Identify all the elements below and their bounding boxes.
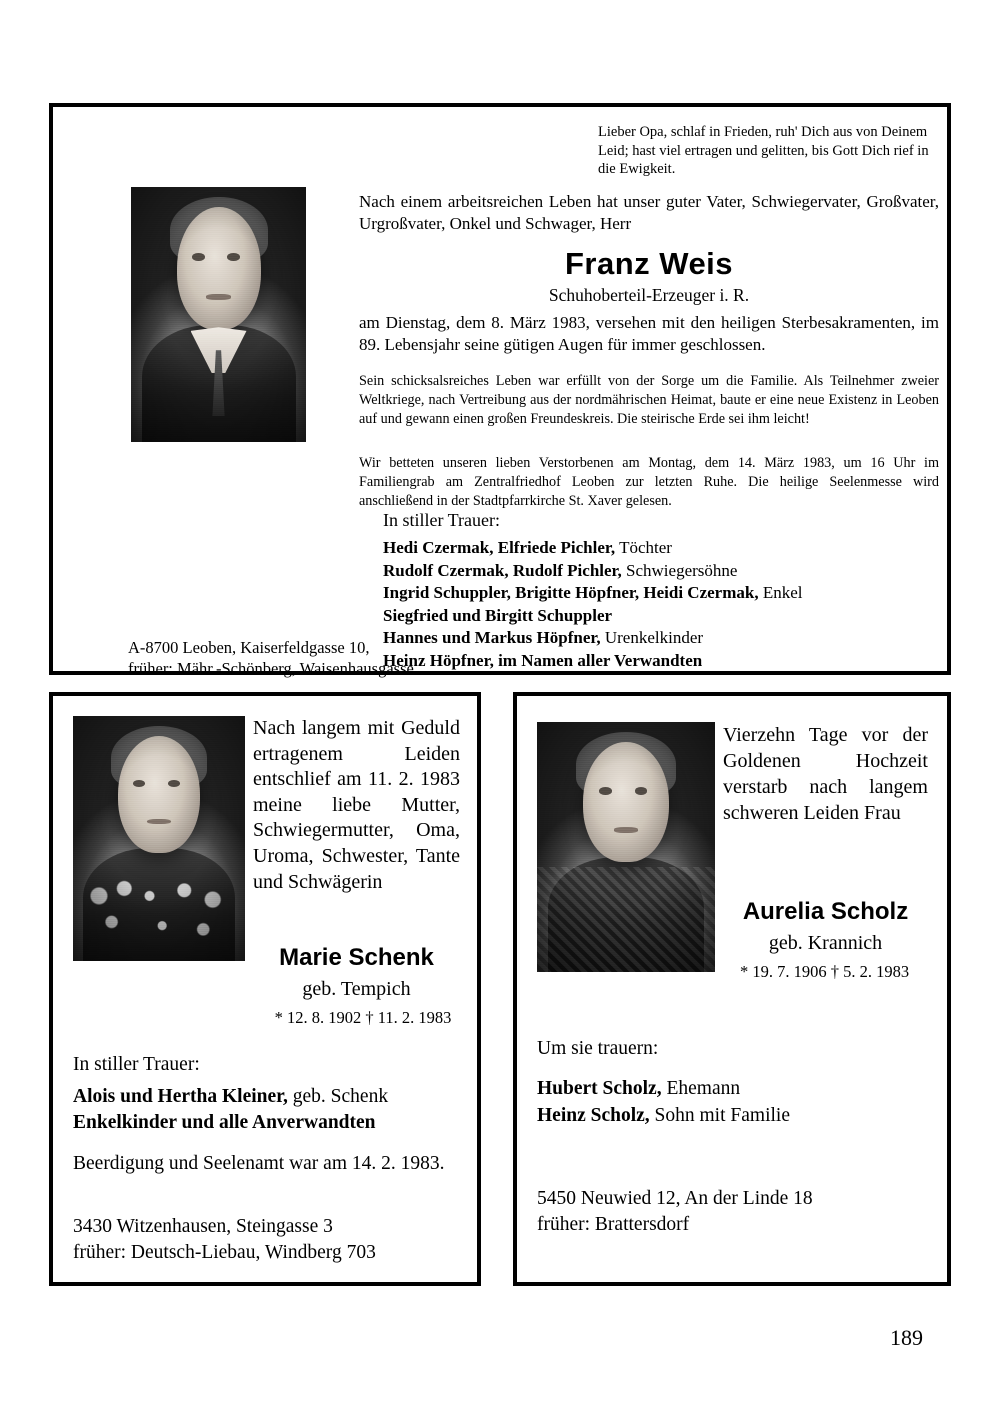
mourner-names: Heinz Scholz, xyxy=(537,1104,650,1126)
memorial-verse: Lieber Opa, schlaf in Frieden, ruh' Dich aus von Deinem Leid; hast viel ertragen und gelitten, bis Gott Dich rief in die Ewigkeit. xyxy=(598,124,929,178)
mourner-line xyxy=(383,537,943,560)
portrait-grain xyxy=(537,722,715,972)
biography-text: Sein schicksalsreiches Leben war erfüllt von der Sorge um die Familie. Als Teilnehmer zweier Weltkriege, nach Vertreibung aus der nordmährischen Heimat, baute er eine neue Existenz in Leoben auf und gewann einen großen Freundeskreis. Die steirische Erde sei ihm leicht! xyxy=(359,373,939,427)
death-statement: am Dienstag, dem 8. März 1983, versehen mit den heiligen Sterbesakramenten, im 89. Lebensjahr seine gütigen Augen für immer geschlossen. xyxy=(359,313,939,355)
mourners-heading: Um sie trauern: xyxy=(537,1038,659,1059)
notice-inner xyxy=(53,107,947,679)
mourner-line xyxy=(73,1110,465,1136)
portrait-grain xyxy=(131,187,306,442)
mourner-line xyxy=(537,1103,933,1130)
address-block xyxy=(128,637,628,680)
notice-lead-text: Nach langem mit Geduld ertragenem Leiden entschlief am 11. 2. 1983 meine liebe Mutter, Schwiegermutter, Oma, Uroma, Schwester, Tante und Schwägerin xyxy=(253,717,460,893)
address-line-2: früher: Mähr.-Schönberg, Waisenhausgasse xyxy=(128,659,414,679)
mourner-line xyxy=(383,582,943,605)
address-block xyxy=(73,1214,473,1266)
deceased-dates: * 12. 8. 1902 † 11. 2. 1983 xyxy=(274,1008,452,1027)
mourner-names: Hannes und Markus Höpfner, xyxy=(383,628,601,648)
page-number: 189 xyxy=(890,1325,923,1350)
deceased-profession: Schuhoberteil-Erzeuger i. R. xyxy=(548,285,750,305)
mourners-heading: In stiller Trauer: xyxy=(383,510,500,530)
funeral-details: Wir betteten unseren lieben Verstorbenen am Montag, dem 14. März 1983, um 16 Uhr im Familiengrab am Zentralfriedhof Leoben zur letzten Ruhe. Die heilige Seelenmesse wird anschließend in der Stadtpfarrkirche St. Xaver gelesen. xyxy=(359,455,939,509)
deceased-name: Marie Schenk xyxy=(279,944,434,971)
mourner-line xyxy=(383,605,943,628)
address-line-1: A-8700 Leoben, Kaiserfeldgasse 10, xyxy=(128,638,370,657)
mourner-line xyxy=(73,1084,465,1110)
notice-lead-text: Nach einem arbeitsreichen Leben hat unser guter Vater, Schwiegervater, Großvater, Urgroßvater, Onkel und Schwager, Herr xyxy=(359,192,939,234)
mourners-list xyxy=(73,1084,465,1136)
mourner-names: Ingrid Schuppler, Brigitte Höpfner, Heidi Czermak, xyxy=(383,583,759,603)
mourner-relation: Schwiegersöhne xyxy=(621,560,738,580)
mourner-relation: Urenkelkinder xyxy=(600,628,704,648)
address-line-1: 5450 Neuwied 12, An der Linde 18 xyxy=(537,1188,813,1209)
deceased-name: Aurelia Scholz xyxy=(742,898,909,925)
mourner-names: Hubert Scholz, xyxy=(537,1078,662,1099)
address-line-1: 3430 Witzenhausen, Steingasse 3 xyxy=(73,1216,333,1237)
portrait-franz-weis xyxy=(131,187,306,442)
notice-lead-text: Vierzehn Tage vor der Goldenen Hochzeit verstarb nach langem schweren Leiden Frau xyxy=(723,724,928,824)
address-block xyxy=(537,1186,937,1238)
portrait-aurelia-scholz xyxy=(537,722,715,972)
mourner-names: Hedi Czermak, Elfriede Pichler, xyxy=(383,538,616,557)
mourner-relation: Ehemann xyxy=(661,1078,741,1099)
mourner-relation: Sohn mit Familie xyxy=(649,1104,790,1126)
mourner-relation: Töchter xyxy=(615,538,672,557)
portrait-grain xyxy=(73,716,245,961)
portrait-marie-schenk xyxy=(73,716,245,961)
address-line-2: früher: Deutsch-Liebau, Windberg 703 xyxy=(73,1241,376,1263)
mourner-names: Heinz Höpfner, im Namen aller Verwandten xyxy=(383,651,703,671)
address-line-2: früher: Brattersdorf xyxy=(537,1213,690,1235)
obituary-notice-marie-schenk xyxy=(49,692,481,1286)
mourner-relation: Enkel xyxy=(758,583,803,603)
deceased-name: Franz Weis xyxy=(564,246,734,281)
mourner-line xyxy=(383,560,943,583)
mourner-names: Enkelkinder und alle Anverwandten xyxy=(73,1111,376,1133)
funeral-details: Beerdigung und Seelenamt war am 14. 2. 1983. xyxy=(73,1153,445,1174)
mourner-names: Siegfried und Birgitt Schuppler xyxy=(383,605,613,625)
mourner-names: Alois und Hertha Kleiner, xyxy=(73,1086,288,1107)
mourner-line xyxy=(537,1076,933,1103)
obituary-notice-aurelia-scholz xyxy=(513,692,951,1286)
deceased-maiden-name: geb. Krannich xyxy=(768,932,883,954)
mourners-heading: In stiller Trauer: xyxy=(73,1054,200,1075)
mourner-names: Rudolf Czermak, Rudolf Pichler, xyxy=(383,560,622,580)
mourner-relation: geb. Schenk xyxy=(287,1086,389,1107)
deceased-maiden-name: geb. Tempich xyxy=(302,978,411,1000)
mourners-list xyxy=(537,1076,933,1130)
obituary-notice-franz-weis xyxy=(49,103,951,679)
deceased-dates: * 19. 7. 1906 † 5. 2. 1983 xyxy=(739,962,910,981)
